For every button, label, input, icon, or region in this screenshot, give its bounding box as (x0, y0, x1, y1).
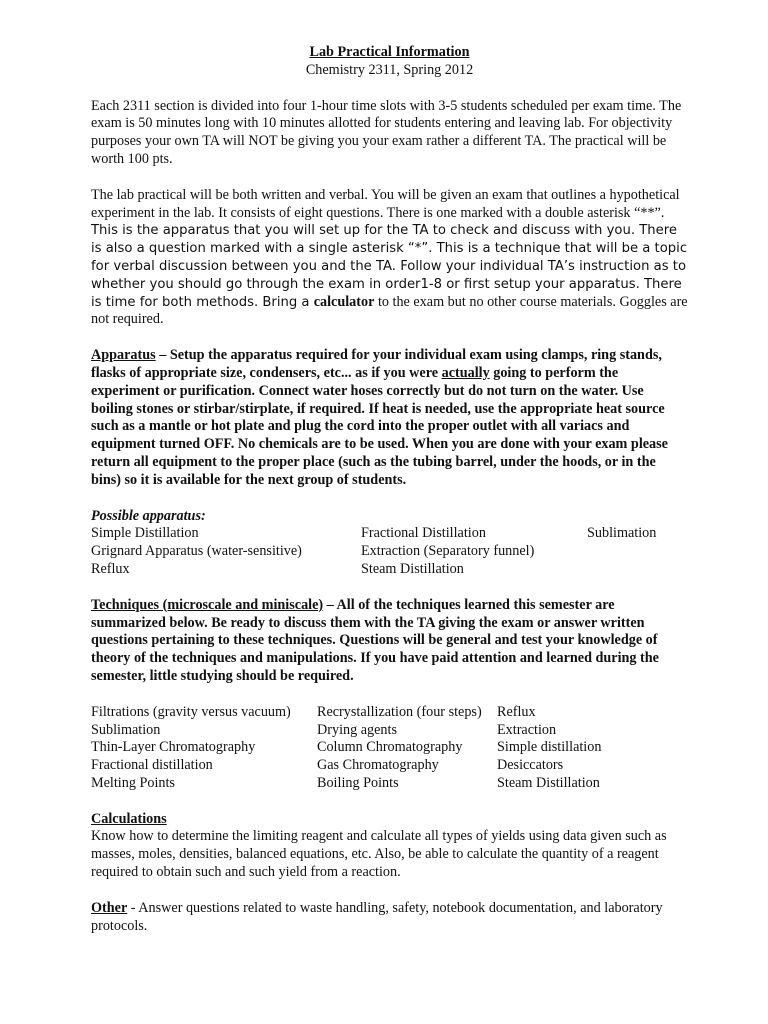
apparatus-heading: Apparatus (91, 347, 156, 364)
list-item (587, 543, 688, 561)
list-item: Gas Chromatography (317, 757, 439, 774)
list-item: Simple Distillation (91, 525, 199, 542)
list-item: Sublimation (91, 721, 161, 738)
other-heading: Other (91, 899, 128, 916)
list-item: Fractional Distillation (361, 525, 486, 542)
apparatus-paragraph (91, 347, 688, 489)
techniques-heading: Techniques (microscale and miniscale) (91, 596, 324, 613)
list-item: Reflux (91, 560, 130, 577)
list-item: Melting Points (91, 774, 175, 791)
techniques-text: – All of the techniques learned this semester are summarized below. Be ready to discuss them with the TA giving the exam or answer written questions pertaining to these techniques. Questions will be general and test your knowledge of theory of the techniques and manipulations. If you have paid attention and learned during the semester, little studying should be required. (91, 596, 659, 684)
list-item (587, 561, 688, 579)
list-item: Boiling Points (317, 774, 399, 791)
apparatus-text-a: – Setup the apparatus required for your individual exam using clamps, ring stands, flasks of appropriate size, condensers, etc... as if you were (91, 347, 662, 381)
calculations-paragraph: Know how to determine the limiting reagent and calculate all types of yields using data given such as masses, moles, densities, balanced equations, etc. Also, be able to calculate the quantity of a reagent required to obtain such and such yield from a reaction. (91, 828, 667, 881)
apparatus-text-b: going to perform the experiment or purification. Connect water hoses correctly but do not turn on the water. Use boiling stones or stirbar/stirplate, if required. If heat is needed, use the appropriate heat source such as a mantle or hot plate and plug the cord into the proper outlet with all variacs and equipment turned OFF. No chemicals are to be used. When you are done with your exam please return all equipment to the proper place (such as the tubing barrel, under the hoods, or in the bins) so it is available for the next group of students. (91, 364, 668, 488)
list-item: Filtrations (gravity versus vacuum) (91, 703, 291, 720)
exam-format-text-a: The lab practical will be both written and verbal. You will be given an exam that outlines a hypothetical experiment in the lab. It consists of eight questions. There is one marked with a double asterisk “**”. (91, 186, 680, 221)
list-item: Steam Distillation (361, 560, 464, 577)
list-item: Steam Distillation (497, 774, 600, 791)
exam-format-text-b: This is the apparatus that you will set up for the TA to check and discuss with you. There is also a question marked with a single asterisk “*”. This is a technique that will be a topic for verbal discussion between you and the TA. Follow your individual TA’s instruction as to whether you should go through the exam in order1-8 or first setup your apparatus. There is time for both methods. Bring a (91, 223, 688, 310)
exam-format-text-c: to the exam but no other course materials. Goggles are not required. (91, 293, 688, 328)
list-item: Recrystallization (four steps) (317, 703, 482, 720)
exam-format-paragraph (91, 187, 688, 329)
list-item: Desiccators (497, 757, 564, 774)
apparatus-actually: actually (441, 364, 490, 381)
list-item: Thin-Layer Chromatography (91, 739, 256, 756)
page-subtitle: Chemistry 2311, Spring 2012 (305, 61, 474, 78)
intro-paragraph: Each 2311 section is divided into four 1-hour time slots with 3-5 students scheduled per exam time. The exam is 50 minutes long with 10 minutes allotted for students entering and leaving lab. For objectivity purposes your own TA will NOT be giving you your exam rather a different TA. The practical will be worth 100 pts. (91, 97, 682, 167)
other-paragraph (91, 900, 688, 936)
calculator-term: calculator (313, 293, 375, 310)
list-item: Column Chromatography (317, 739, 463, 756)
list-item: Extraction (497, 721, 557, 738)
list-item: Drying agents (317, 721, 397, 738)
techniques-paragraph (91, 597, 688, 686)
list-item: Extraction (Separatory funnel) (361, 543, 535, 560)
apparatus-list (91, 525, 688, 578)
list-item: Sublimation (587, 525, 657, 542)
list-item: Reflux (497, 703, 536, 720)
page-title: Lab Practical Information (309, 44, 470, 60)
list-item: Grignard Apparatus (water-sensitive) (91, 543, 302, 560)
possible-apparatus-heading: Possible apparatus: (91, 507, 206, 524)
list-item: Fractional distillation (91, 757, 213, 774)
other-text: - Answer questions related to waste handling, safety, notebook documentation, and laboratory protocols. (91, 899, 663, 934)
list-item: Simple distillation (497, 739, 602, 756)
calculations-heading: Calculations (91, 810, 167, 827)
techniques-list (91, 704, 688, 793)
